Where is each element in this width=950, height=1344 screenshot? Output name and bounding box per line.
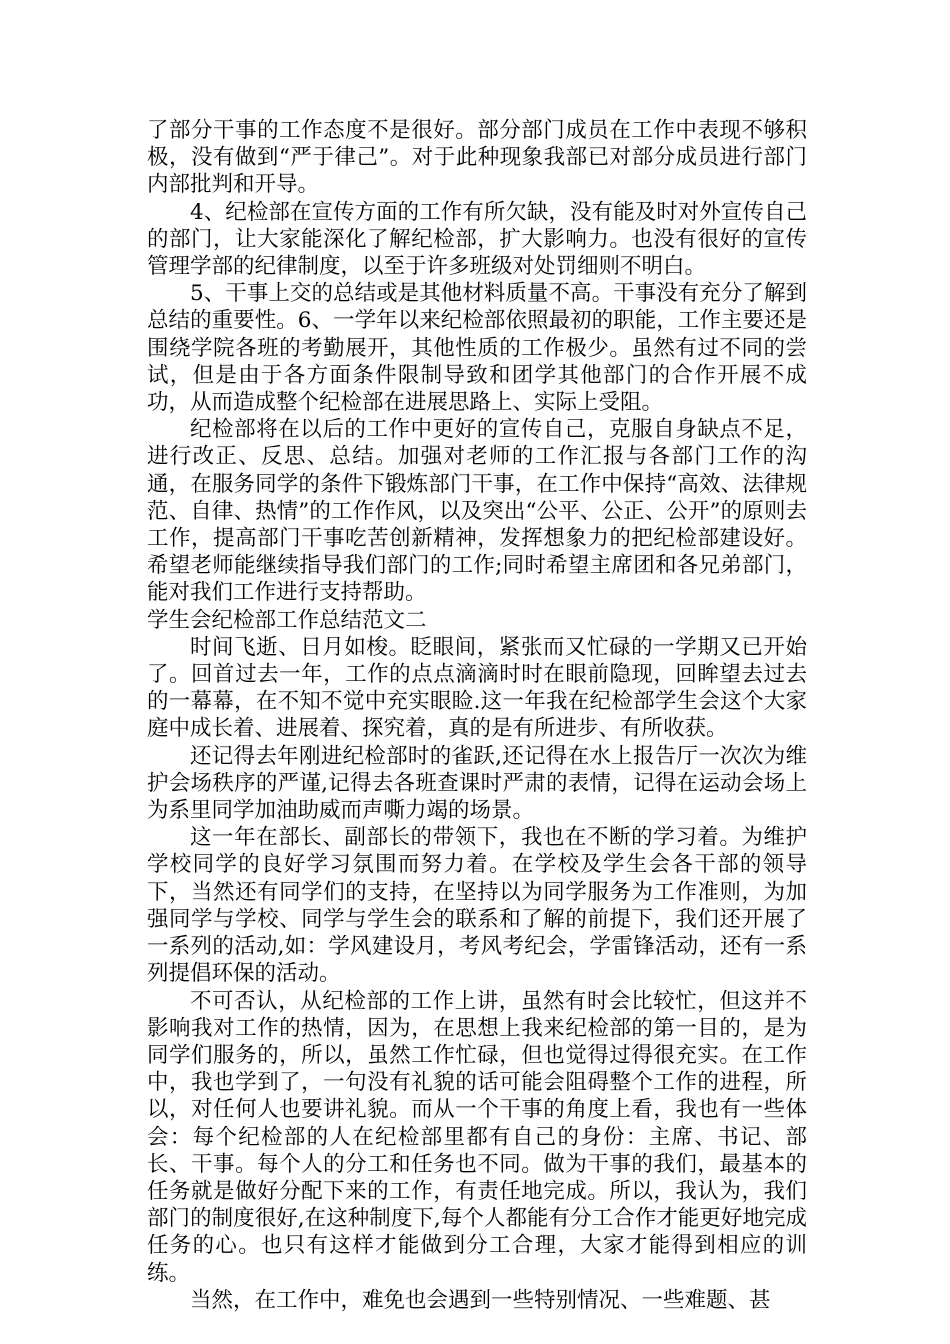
paragraph: 还记得去年刚进纪检部时的雀跃,还记得在水上报告厅一次次为维护会场秩序的严谨,记得去各班查课时严肃的表情，记得在运动会场上为系里同学加油助威而声嘶力竭的场景。 xyxy=(147,743,807,824)
paragraph: 了部分干事的工作态度不是很好。部分部门成员在工作中表现不够积极，没有做到“严于律己”。对于此种现象我部已对部分成员进行部门内部批判和开导。 xyxy=(147,118,807,198)
section-heading: 学生会纪检部工作总结范文二 xyxy=(147,607,427,633)
paragraph: 这一年在部长、副部长的带领下，我也在不断的学习着。为维护学校同学的良好学习氛围而努力着。在学校及学生会各干部的领导下，当然还有同学们的支持，在坚持以为同学服务为工作准则，为加强同学与学校、同学与学生会的联系和了解的前提下，我们还开展了一系列的活动,如：学风建设月，考风考纪会，学雷锋活动，还有一系列提倡环保的活动。 xyxy=(147,825,807,987)
document-page xyxy=(147,117,807,1314)
paragraph: 4、纪检部在宣传方面的工作有所欠缺，没有能及时对外宣传自己的部门，让大家能深化了解纪检部，扩大影响力。也没有很好的宣传管理学部的纪律制度，以至于许多班级对处罚细则不明白。 xyxy=(147,199,807,280)
paragraph: 5、干事上交的总结或是其他材料质量不高。干事没有充分了解到总结的重要性。6、一学年以来纪检部依照最初的职能，工作主要还是围绕学院各班的考勤展开，其他性质的工作极少。虽然有过不同的尝试，但是由于各方面条件限制导致和团学其他部门的合作开展不成功，从而造成整个纪检部在进展思路上、实际上受阻。 xyxy=(147,281,807,416)
paragraph: 当然，在工作中，难免也会遇到一些特别情况、一些难题、甚 xyxy=(190,1287,771,1313)
paragraph: 纪检部将在以后的工作中更好的宣传自己，克服自身缺点不足，进行改正、反思、总结。加强对老师的工作汇报与各部门工作的沟通，在服务同学的条件下锻炼部门干事，在工作中保持“高效、法律规范、自律、热情”的工作作风，以及突出“公平、公正、公开”的原则去工作，提高部门干事吃苦创新精神，发挥想象力的把纪检部建设好。希望老师能继续指导我们部门的工作;同时希望主席团和各兄弟部门，能对我们工作进行支持帮助。 xyxy=(147,417,807,606)
paragraph: 时间飞逝、日月如梭。眨眼间，紧张而又忙碌的一学期又已开始了。回首过去一年，工作的点点滴滴时时在眼前隐现，回眸望去过去的一幕幕，在不知不觉中充实眼睑.这一年我在纪检部学生会这个大家庭中成长着、进展着、探究着，真的是有所进步、有所收获。 xyxy=(147,634,807,742)
paragraph: 不可否认，从纪检部的工作上讲，虽然有时会比较忙，但这并不影响我对工作的热情，因为，在思想上我来纪检部的第一目的，是为同学们服务的，所以，虽然工作忙碌，但也觉得过得很充实。在工作中，我也学到了，一句没有礼貌的话可能会阻碍整个工作的进程，所以，对任何人也要讲礼貌。而从一个干事的角度上看，我也有一些体会：每个纪检部的人在纪检部里都有自己的身份：主席、书记、部长、干事。每个人的分工和任务也不同。做为干事的我们，最基本的任务就是做好分配下来的工作，有责任地完成。所以，我认为，我们部门的制度很好,在这种制度下,每个人都能有分工合作才能更好地完成任务的心。也只有这样才能做到分工合理，大家才能得到相应的训练。 xyxy=(147,988,807,1286)
